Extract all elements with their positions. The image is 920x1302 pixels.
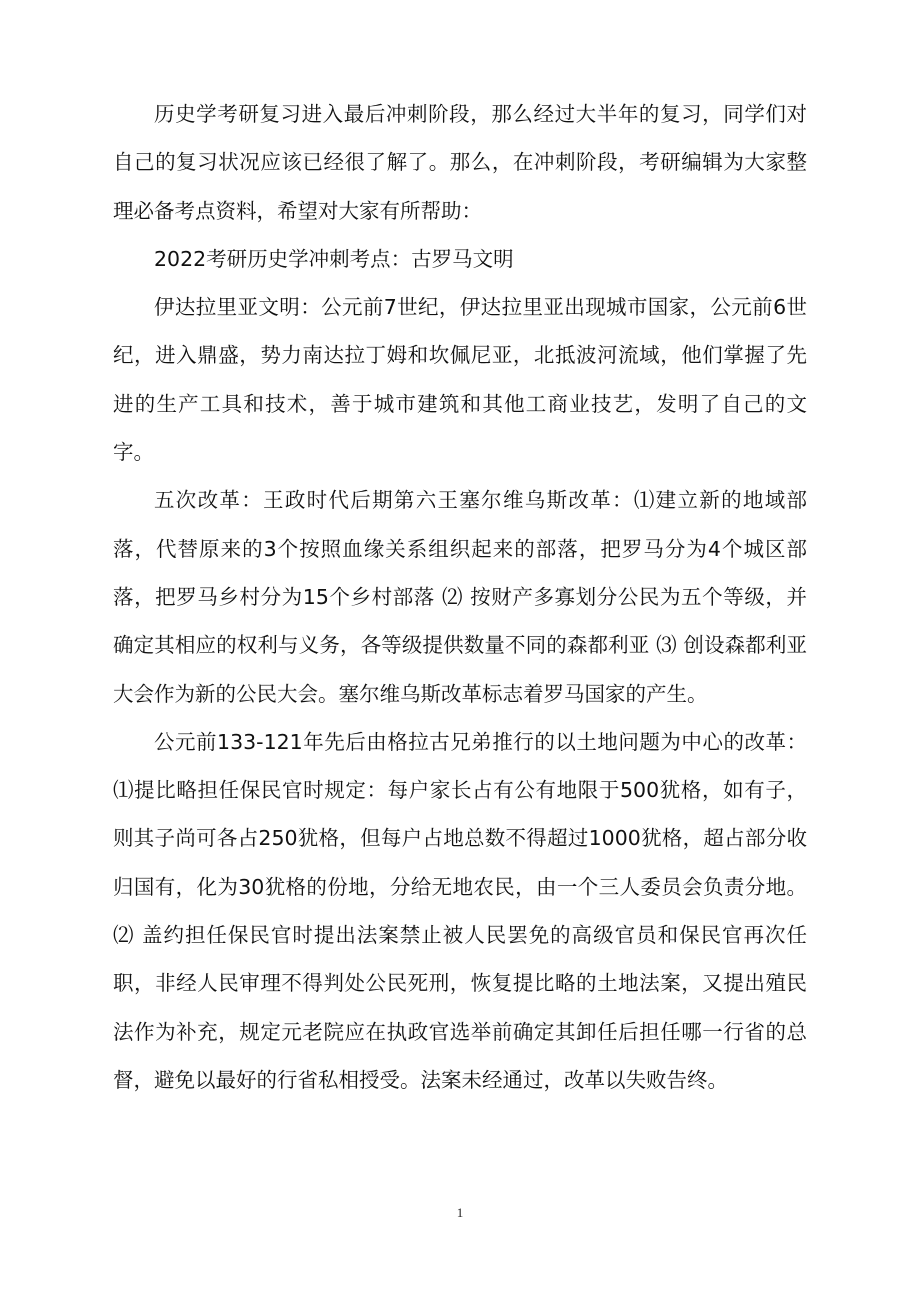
document-body (113, 90, 807, 1104)
paragraph-gracchi-reform: 公元前133-121年先后由格拉古兄弟推行的以土地问题为中心的改革：⑴提比略担任保民官时规定：每户家长占有公有地限于500犹格，如有子，则其子尚可各占250犹格，但每户占地总数不得超过1000犹格，超占部分收归国有，化为30犹格的份地，分给无地农民，由一个三人委员会负责分地。⑵ 盖约担任保民官时提出法案禁止被人民罢免的高级官员和保民官再次任职，非经人民审理不得判处公民死刑，恢复提比略的土地法案，又提出殖民法作为补充，规定元老院应在执政官选举前确定其卸任后担任哪一行省的总督，避免以最好的行省私相授受。法案未经通过，改革以失败告终。 (113, 729, 807, 1092)
paragraph-servian-reform: 五次改革：王政时代后期第六王塞尔维乌斯改革：⑴建立新的地域部落，代替原来的3个按照血缘关系组织起来的部落，把罗马分为4个城区部落，把罗马乡村分为15个乡村部落 ⑵ 按财产多寡划分公民为五个等级，并确定其相应的权利与义务，各等级提供数量不同的森都利亚 ⑶ 创设森都利亚大会作为新的公民大会。塞尔维乌斯改革标志着罗马国家的产生。 (113, 488, 807, 706)
page-number: 1 (456, 1205, 464, 1220)
paragraph-heading: 2022考研历史学冲刺考点：古罗马文明 (154, 246, 514, 271)
paragraph-etruscan: 伊达拉里亚文明：公元前7世纪，伊达拉里亚出现城市国家，公元前6世纪，进入鼎盛，势力南达拉丁姆和坎佩尼亚，北抵波河流域，他们掌握了先进的生产工具和技术，善于城市建筑和其他工商业技艺，发明了自己的文字。 (113, 295, 807, 465)
paragraph-intro: 历史学考研复习进入最后冲刺阶段，那么经过大半年的复习，同学们对自己的复习状况应该已经很了解了。那么，在冲刺阶段，考研编辑为大家整理必备考点资料，希望对大家有所帮助： (113, 102, 807, 223)
